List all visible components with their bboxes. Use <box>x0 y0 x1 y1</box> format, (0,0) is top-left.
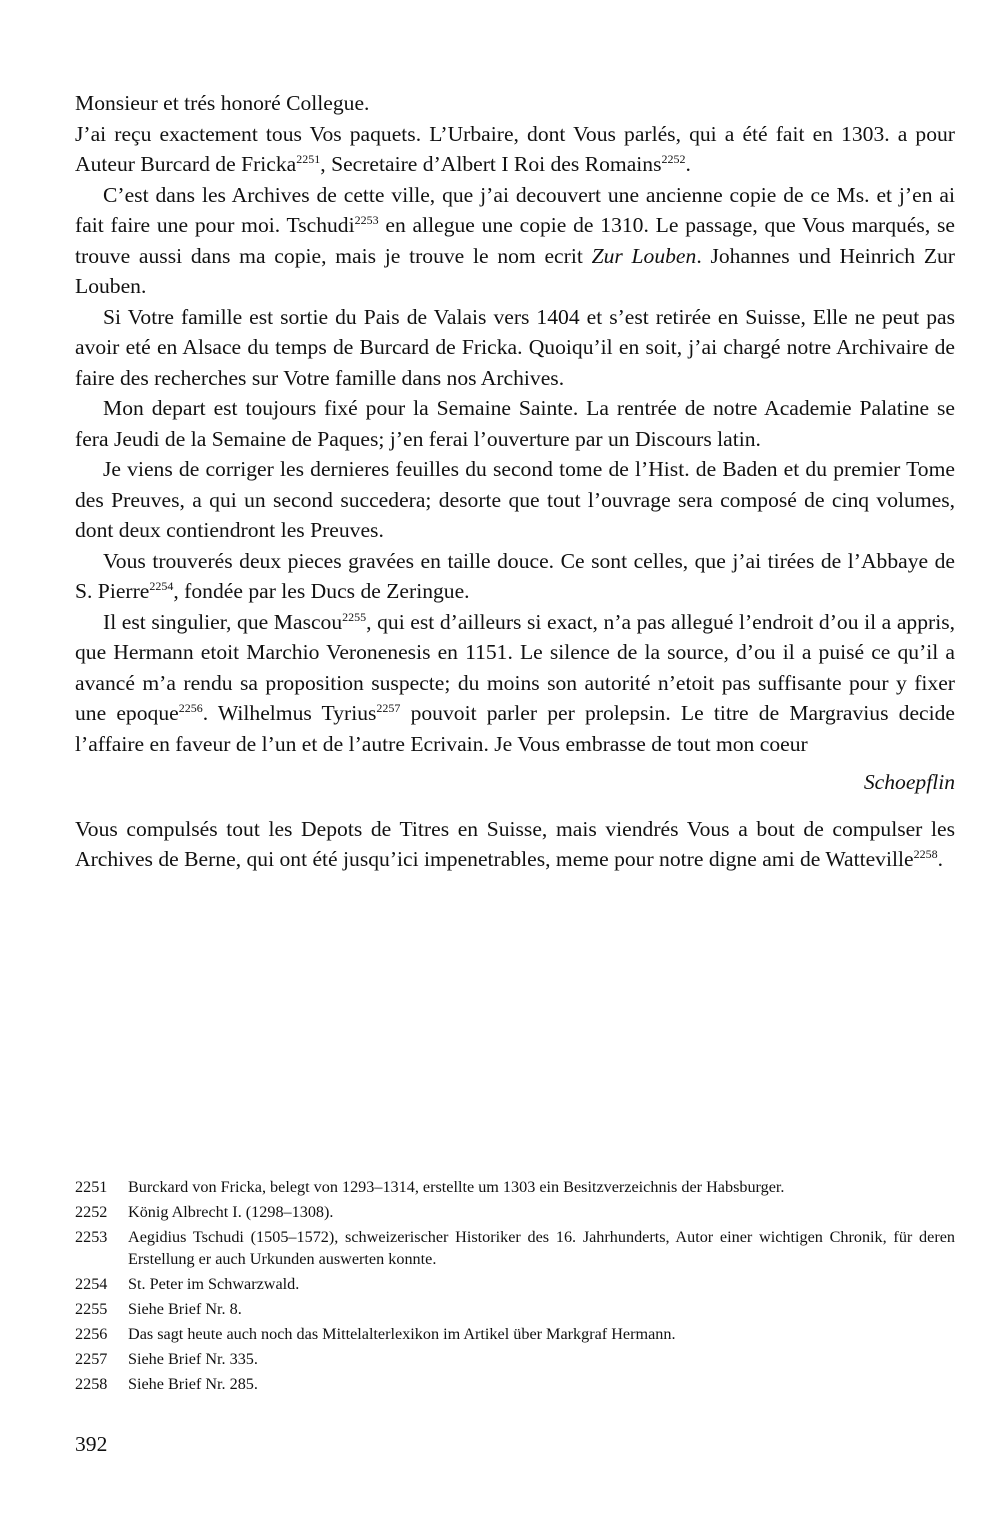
text-run: J’ai reçu exactement tous Vos paquets. L’Urbaire, dont Vous parlés, qui a été fait en 1303. a pour Auteur Burcard de Fricka <box>75 121 955 176</box>
paragraph-5: Je viens de corriger les dernieres feuilles du second tome de l’Hist. de Baden et du premier Tome des Preuves, a qui un second succedera; desorte que tout l’ouvrage sera composé de cinq volumes, dont deux contiendront les Preuves. <box>75 457 955 542</box>
footnote-number: 2256 <box>75 1325 108 1343</box>
paragraph-2 <box>75 180 955 302</box>
footnotes <box>75 1176 955 1398</box>
letter-text <box>75 88 955 759</box>
footnote <box>75 1373 955 1395</box>
footnote <box>75 1176 955 1198</box>
footnote-text: Aegidius Tschudi (1505–1572), schweizerischer Historiker des 16. Jahrhunderts, Autor einer wichtigen Chronik, für deren Erstellung er auch Urkunden auswerten konnte. <box>128 1228 955 1268</box>
footnote-number: 2257 <box>75 1350 108 1368</box>
text-run: Il est singulier, que Mascou <box>103 609 343 634</box>
footnote <box>75 1201 955 1223</box>
paragraph-4: Mon depart est toujours fixé pour la Semaine Sainte. La rentrée de notre Academie Palatine se fera Jeudi de la Semaine de Paques; j’en ferai l’ouverture par un Discours latin. <box>75 396 955 451</box>
paragraph-1 <box>75 119 955 180</box>
text-run: . Johannes und Heinrich Zur Louben. <box>75 243 955 298</box>
footnote-text: König Albrecht I. (1298–1308). <box>128 1203 334 1221</box>
text-run: , Secretaire d’Albert I Roi des Romains <box>320 152 662 176</box>
text-run: C’est dans les Archives de cette ville, que j’ai decouvert une ancienne copie de ce Ms. et j’en ai fait faire une pour moi. Tschudi <box>75 182 955 237</box>
signature: Schoepflin <box>863 770 955 794</box>
text-run: . <box>685 152 691 176</box>
footnote-ref: 2251 <box>296 151 321 166</box>
postscript <box>75 814 955 875</box>
italic-name: Zur Louben <box>591 243 697 268</box>
text-run: pouvoit parler per prolepsin. Le titre de Margravius decide l’affaire en faveur de l’un et de l’autre Ecrivain. Je Vous embrasse de tout mon coeur <box>75 701 955 756</box>
letter-body <box>75 88 955 875</box>
footnote-ref: 2252 <box>661 151 686 166</box>
text-run: Vous compulsés tout les Depots de Titres en Suisse, mais viendrés Vous a bout de compulser les Archives de Berne, qui ont été jusqu’ici impenetrables, meme pour notre digne ami de Watteville <box>75 816 955 871</box>
paragraph-3: Si Votre famille est sortie du Pais de Valais vers 1404 et s’est retirée en Suisse, Elle ne peut pas avoir eté en Alsace du temps de Burcard de Fricka. Quoiqu’il en soit, j’ai chargé notre Archivaire de faire des recherches sur Votre famille dans nos Archives. <box>75 304 955 390</box>
footnote-text: Burckard von Fricka, belegt von 1293–1314, erstellte um 1303 ein Besitzverzeichnis der Habsburger. <box>128 1178 785 1196</box>
footnote <box>75 1273 955 1295</box>
footnote-text: Siehe Brief Nr. 335. <box>128 1350 258 1368</box>
text-run: . Wilhelmus Tyrius <box>202 701 377 725</box>
footnote-number: 2258 <box>75 1375 108 1393</box>
text-run: . <box>937 847 943 871</box>
text-run: Vous trouverés deux pieces gravées en taille douce. Ce sont celles, que j’ai tirées de l’Abbaye de S. Pierre <box>75 548 955 603</box>
page-number: 392 <box>75 1432 108 1456</box>
footnote-ref: 2256 <box>178 700 203 715</box>
footnote-ref: 2255 <box>342 609 367 624</box>
footnote-ref: 2253 <box>354 212 379 227</box>
footnote-ref: 2257 <box>376 700 401 715</box>
footnote <box>75 1226 955 1270</box>
footnote-ref: 2254 <box>149 578 174 593</box>
footnote-text: Siehe Brief Nr. 285. <box>128 1375 258 1393</box>
footnote-ref: 2258 <box>913 846 938 861</box>
footnote-text: St. Peter im Schwarzwald. <box>128 1275 300 1293</box>
footnote-number: 2251 <box>75 1178 108 1196</box>
footnote <box>75 1298 955 1320</box>
salutation: Monsieur et trés honoré Collegue. <box>75 91 370 115</box>
text-run: , fondée par les Ducs de Zeringue. <box>173 579 470 603</box>
paragraph-6 <box>75 546 955 607</box>
footnote <box>75 1323 955 1345</box>
footnote-number: 2252 <box>75 1203 108 1221</box>
footnote-text: Das sagt heute auch noch das Mittelalterlexikon im Artikel über Markgraf Hermann. <box>128 1325 676 1343</box>
footnote-text: Siehe Brief Nr. 8. <box>128 1300 242 1318</box>
footnote-number: 2255 <box>75 1300 108 1318</box>
text-run: en allegue une copie de 1310. Le passage, que Vous marqués, se trouve aussi dans ma copie, mais je trouve le nom ecrit <box>75 213 955 268</box>
paragraph-7 <box>75 607 955 760</box>
footnote <box>75 1348 955 1370</box>
footnote-number: 2254 <box>75 1275 108 1293</box>
text-run: , qui est d’ailleurs si exact, n’a pas allegué l’endroit d’ou il a appris, que Hermann etoit Marchio Veronenesis en 1151. Le silence de la source, d’ou il a puisé ce qu’il a avancé m’a rendu sa proposition suspecte; du moins son autorité n’etoit pas suffisante pour y fixer une epoque <box>75 609 955 725</box>
footnote-number: 2253 <box>75 1228 108 1246</box>
